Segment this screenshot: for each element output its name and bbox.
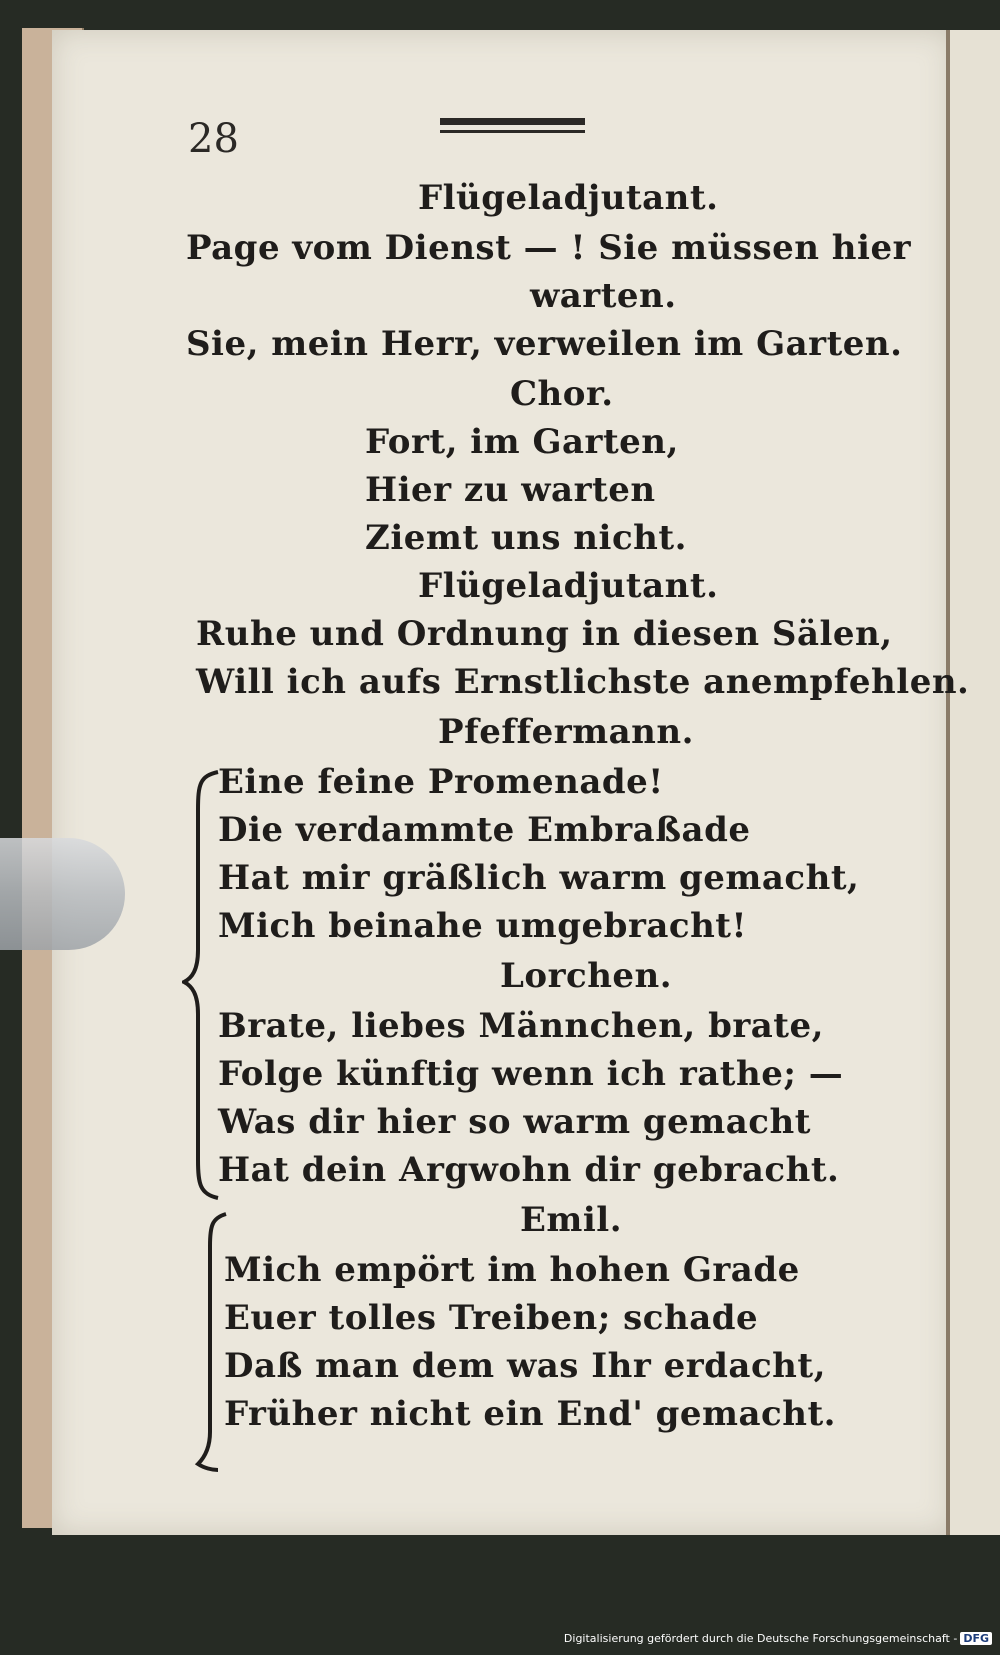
verse-line: Eine feine Promenade! bbox=[218, 762, 664, 802]
footer-text: Digitalisierung gefördert durch die Deutsche Forschungsgemeinschaft - bbox=[563, 1632, 958, 1645]
verse-line: warten. bbox=[530, 276, 677, 316]
brace-pfeffermann-lorchen bbox=[182, 770, 222, 1200]
verse-line: Fort, im Garten, bbox=[365, 422, 679, 462]
verse-line: Brate, liebes Männchen, brate, bbox=[218, 1006, 824, 1046]
speaker-emil: Emil. bbox=[520, 1200, 623, 1240]
verse-line: Euer tolles Treiben; schade bbox=[224, 1298, 759, 1338]
verse-line: Hier zu warten bbox=[365, 470, 656, 510]
speaker-fluegeladjutant: Flügeladjutant. bbox=[418, 178, 719, 218]
verse-line: Daß man dem was Ihr erdacht, bbox=[224, 1346, 826, 1386]
verse-line: Früher nicht ein End' gemacht. bbox=[224, 1394, 837, 1434]
verse-line: Die verdammte Embraßade bbox=[218, 810, 751, 850]
verse-line: Hat mir gräßlich warm gemacht, bbox=[218, 858, 860, 898]
speaker-lorchen: Lorchen. bbox=[500, 956, 673, 996]
brace-emil bbox=[194, 1212, 230, 1472]
verse-line: Folge künftig wenn ich rathe; — bbox=[218, 1054, 844, 1094]
page-clip bbox=[0, 838, 125, 950]
header-ornament bbox=[440, 118, 585, 138]
footer-credit bbox=[564, 1632, 992, 1645]
verse-line: Mich empört im hohen Grade bbox=[224, 1250, 800, 1290]
speaker-fluegeladjutant: Flügeladjutant. bbox=[418, 566, 719, 606]
speaker-pfeffermann: Pfeffermann. bbox=[438, 712, 694, 752]
verse-line: Mich beinahe umgebracht! bbox=[218, 906, 747, 946]
dfg-logo: DFG bbox=[960, 1632, 992, 1645]
verse-line: Was dir hier so warm gemacht bbox=[218, 1102, 811, 1142]
page-number: 28 bbox=[188, 116, 239, 162]
verse-line: Ziemt uns nicht. bbox=[365, 518, 687, 558]
verse-line: Will ich aufs Ernstlichste anempfehlen. bbox=[196, 662, 970, 702]
verse-line: Sie, mein Herr, verweilen im Garten. bbox=[186, 324, 903, 364]
verse-line: Hat dein Argwohn dir gebracht. bbox=[218, 1150, 840, 1190]
speaker-chor: Chor. bbox=[510, 374, 614, 414]
next-page-edge bbox=[950, 30, 1000, 1535]
verse-line: Ruhe und Ordnung in diesen Sälen, bbox=[196, 614, 893, 654]
verse-line: Page vom Dienst — ! Sie müssen hier bbox=[186, 228, 911, 268]
